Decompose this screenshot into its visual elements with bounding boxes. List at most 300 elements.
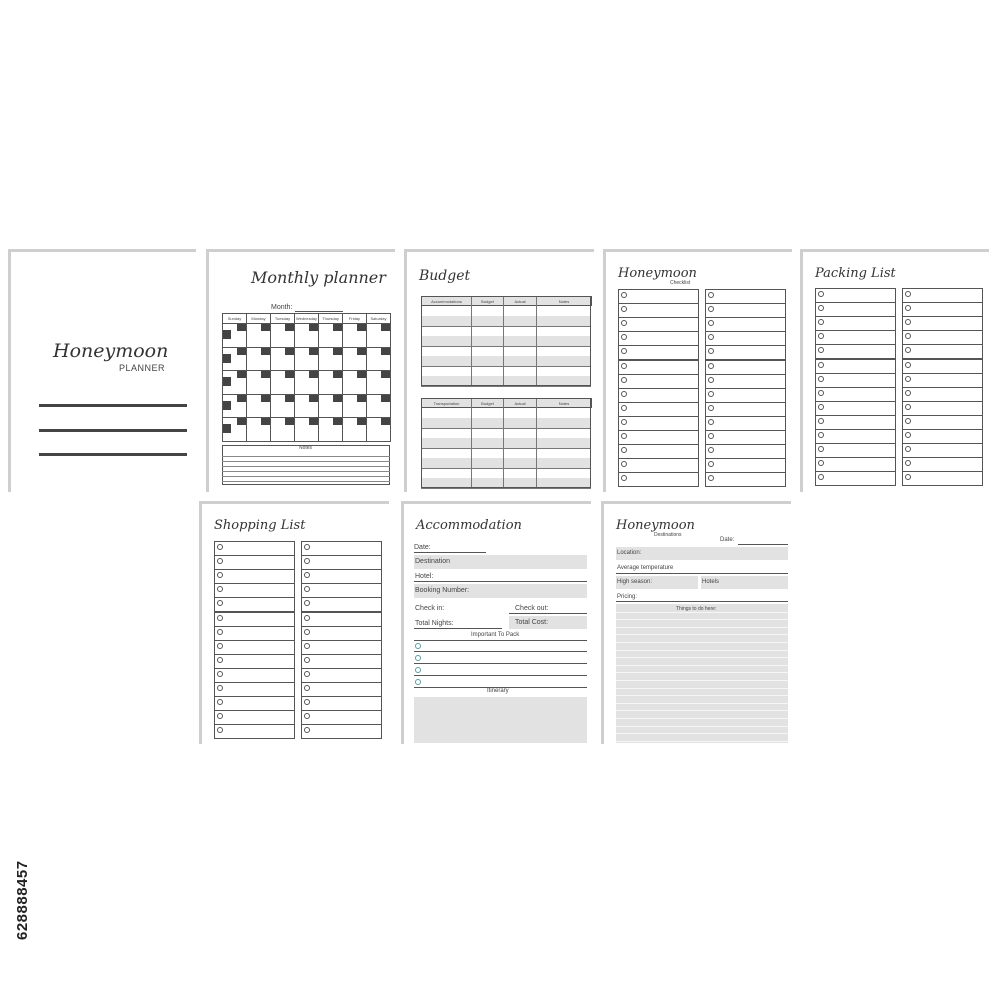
checkbox-circle <box>621 475 627 481</box>
accommodations-table <box>421 296 591 386</box>
notes-label: Notes <box>299 445 313 451</box>
checkbox-circle <box>621 377 627 383</box>
checklist-item <box>815 288 896 303</box>
calendar-date-tab <box>261 348 270 355</box>
checkbox-circle <box>304 727 310 733</box>
acc-important-label: Important To Pack <box>471 632 520 638</box>
checkbox-circle <box>818 291 824 297</box>
acc-booking-label: Booking Number: <box>415 587 470 594</box>
notes-lines <box>222 445 390 485</box>
checklist-item <box>705 289 786 304</box>
budget-header-label: Notes <box>558 401 570 406</box>
checkbox-circle <box>905 390 911 396</box>
acc-itinerary-label: Itinerary <box>487 688 509 694</box>
checklist-item <box>815 316 896 331</box>
checkbox-circle <box>217 615 223 621</box>
checklist-item <box>902 387 983 402</box>
checklist-item <box>301 583 382 598</box>
checklist-item <box>301 640 382 655</box>
checklist-item <box>301 724 382 739</box>
todo-line <box>616 688 788 689</box>
checklist-item <box>705 388 786 403</box>
pack-circle <box>415 667 421 673</box>
todo-line <box>616 741 788 742</box>
checklist-item <box>301 626 382 641</box>
acc-cost-label: Total Cost: <box>515 619 549 626</box>
checkbox-circle <box>621 334 627 340</box>
calendar-day-cell <box>222 394 247 419</box>
dest-location-label: Location: <box>617 550 642 556</box>
checkbox-circle <box>217 727 223 733</box>
checklist-item <box>902 443 983 458</box>
calendar-date-tab <box>285 395 294 402</box>
dest-highseason-label: High season: <box>617 579 653 585</box>
acc-date-label: Date: <box>414 544 431 551</box>
month-line <box>295 311 343 312</box>
calendar-date-tab <box>285 418 294 425</box>
destinations-title: Honeymoon <box>616 518 695 533</box>
calendar-day-cell <box>270 370 295 395</box>
calendar-date-tab <box>357 371 366 378</box>
calendar-day-cell <box>318 370 343 395</box>
budget-table-border <box>421 296 591 386</box>
checklist-item <box>301 710 382 725</box>
checklist-item <box>618 444 699 459</box>
checkbox-circle <box>217 586 223 592</box>
checkbox-circle <box>621 292 627 298</box>
acc-destination-label: Destination <box>415 558 451 565</box>
checklist-item <box>705 345 786 360</box>
pack-line <box>414 675 587 676</box>
dest-todo-box <box>616 604 788 743</box>
acc-nights-label: Total Nights: <box>415 620 454 627</box>
calendar-day-name: Thursday <box>322 316 339 321</box>
calendar-day-cell <box>270 417 295 442</box>
checklist-item <box>705 402 786 417</box>
checklist-title: Honeymoon <box>618 266 697 281</box>
checklist-item <box>618 317 699 332</box>
checklist-item <box>815 429 896 444</box>
checkbox-circle <box>905 418 911 424</box>
calendar-week-marker <box>223 424 231 433</box>
cover-title: Honeymoon <box>53 340 169 362</box>
checkbox-circle <box>905 404 911 410</box>
checklist-item <box>301 682 382 697</box>
checkbox-circle <box>304 586 310 592</box>
checklist-item <box>214 696 295 711</box>
checkbox-circle <box>818 404 824 410</box>
budget-header-label: Budget <box>481 401 494 406</box>
checkbox-circle <box>304 685 310 691</box>
checklist-item <box>705 360 786 375</box>
checkbox-circle <box>905 474 911 480</box>
checkbox-circle <box>304 572 310 578</box>
acc-itinerary-box <box>414 697 587 743</box>
cover-line-1 <box>39 404 187 407</box>
checklist-item <box>902 415 983 430</box>
dest-avgtemp-label: Average temperature <box>617 565 674 571</box>
checkbox-circle <box>217 643 223 649</box>
checklist-item <box>902 457 983 472</box>
checkbox-circle <box>217 713 223 719</box>
pack-line <box>414 640 587 641</box>
checkbox-circle <box>304 699 310 705</box>
todo-line <box>616 634 788 635</box>
checkbox-circle <box>708 475 714 481</box>
checklist-item <box>705 303 786 318</box>
checklist-item <box>301 555 382 570</box>
calendar-day-name: Sunday <box>227 316 242 321</box>
calendar-day-cell <box>270 394 295 419</box>
checklist-item <box>815 387 896 402</box>
notes-line <box>222 476 390 477</box>
checkbox-circle <box>708 461 714 467</box>
checklist-item <box>815 401 896 416</box>
checklist-item <box>705 430 786 445</box>
checklist-item <box>618 388 699 403</box>
checkbox-circle <box>217 657 223 663</box>
checklist-item <box>902 330 983 345</box>
calendar-day-name: Monday <box>251 316 266 321</box>
checkbox-circle <box>905 347 911 353</box>
calendar-date-tab <box>237 395 246 402</box>
calendar-day-cell <box>246 370 271 395</box>
todo-line <box>616 650 788 651</box>
checklist-item <box>301 612 382 627</box>
checklist-item <box>902 344 983 359</box>
pack-circle <box>415 679 421 685</box>
packing-list-page <box>800 249 989 492</box>
acc-nights-line <box>414 628 502 629</box>
checklist-item <box>705 374 786 389</box>
checkbox-circle <box>304 713 310 719</box>
checkbox-circle <box>217 685 223 691</box>
calendar-day-cell <box>294 417 319 442</box>
checkbox-circle <box>217 558 223 564</box>
checklist-item <box>618 345 699 360</box>
checkbox-circle <box>708 320 714 326</box>
acc-date-line <box>414 552 486 553</box>
todo-line <box>616 672 788 673</box>
checklist-page <box>603 249 792 492</box>
checklist-item <box>618 374 699 389</box>
budget-header-label: Actual <box>514 401 526 406</box>
calendar-day-cell <box>222 347 247 372</box>
calendar-date-tab <box>309 418 318 425</box>
calendar-week-marker <box>223 354 231 363</box>
dest-hotels-label: Hotels <box>702 579 720 585</box>
checkbox-circle <box>708 447 714 453</box>
checkbox-circle <box>818 390 824 396</box>
checklist-item <box>214 626 295 641</box>
checkbox-circle <box>621 306 627 312</box>
checkbox-circle <box>905 333 911 339</box>
calendar-day-cell <box>342 347 367 372</box>
calendar-day-cell <box>270 323 295 348</box>
calendar-date-tab <box>237 324 246 331</box>
calendar-date-tab <box>309 324 318 331</box>
checklist-item <box>618 331 699 346</box>
checkbox-circle <box>905 291 911 297</box>
checklist-item <box>705 472 786 487</box>
checkbox-circle <box>304 544 310 550</box>
checklist-item <box>214 724 295 739</box>
calendar-day-cell <box>366 347 391 372</box>
dest-pricing-label: Pricing: <box>617 594 638 600</box>
checkbox-circle <box>905 460 911 466</box>
checklist-item <box>815 330 896 345</box>
checklist-item <box>214 640 295 655</box>
pack-line <box>414 651 587 652</box>
checkbox-circle <box>621 419 627 425</box>
checklist-item <box>214 682 295 697</box>
calendar-date-tab <box>381 324 390 331</box>
dest-todo-label: Things to do here: <box>676 606 717 612</box>
calendar-day-cell <box>342 323 367 348</box>
checkbox-circle <box>304 615 310 621</box>
checkbox-circle <box>708 334 714 340</box>
checklist-item <box>301 541 382 556</box>
checkbox-circle <box>818 347 824 353</box>
checklist-item <box>618 289 699 304</box>
calendar-day-cell <box>222 323 247 348</box>
checkbox-circle <box>818 460 824 466</box>
checklist-subtitle: Checklist <box>670 280 691 286</box>
calendar-day-cell <box>222 370 247 395</box>
todo-line <box>616 710 788 711</box>
checkbox-circle <box>905 432 911 438</box>
checklist-item <box>815 471 896 486</box>
destinations-subtitle: Destinations <box>654 532 682 538</box>
cover-subtitle: PLANNER <box>119 363 166 373</box>
calendar-day-cell <box>294 323 319 348</box>
checkbox-circle <box>818 474 824 480</box>
calendar-date-tab <box>333 371 342 378</box>
checkbox-circle <box>905 376 911 382</box>
acc-checkout-line <box>509 613 587 614</box>
dest-pricing-line <box>616 601 788 602</box>
checkbox-circle <box>818 362 824 368</box>
packing-rows <box>815 288 987 490</box>
stock-id-text: 628888457 <box>14 860 31 940</box>
calendar-day-cell <box>342 370 367 395</box>
acc-checkout-label: Check out: <box>515 605 549 612</box>
checkbox-circle <box>621 348 627 354</box>
checklist-item <box>301 597 382 612</box>
calendar-day-cell <box>318 347 343 372</box>
checkbox-circle <box>708 292 714 298</box>
calendar-date-tab <box>261 324 270 331</box>
checklist-item <box>902 429 983 444</box>
checkbox-circle <box>905 319 911 325</box>
checklist-item <box>815 415 896 430</box>
checkbox-circle <box>304 629 310 635</box>
checklist-item <box>214 569 295 584</box>
checkbox-circle <box>304 558 310 564</box>
checklist-item <box>618 402 699 417</box>
transportation-table <box>421 398 591 488</box>
calendar-day-cell <box>246 417 271 442</box>
calendar-day-cell <box>366 394 391 419</box>
dest-date-label: Date: <box>720 537 735 543</box>
checkbox-circle <box>905 446 911 452</box>
checkbox-circle <box>217 699 223 705</box>
checklist-item <box>618 472 699 487</box>
todo-line <box>616 695 788 696</box>
checklist-item <box>214 541 295 556</box>
checklist-item <box>815 359 896 374</box>
monthly-title: Monthly planner <box>251 268 386 287</box>
calendar-day-cell <box>246 394 271 419</box>
calendar-date-tab <box>261 418 270 425</box>
calendar-date-tab <box>381 395 390 402</box>
checklist-item <box>301 569 382 584</box>
checklist-item <box>301 668 382 683</box>
checkbox-circle <box>621 433 627 439</box>
calendar-day-cell <box>294 347 319 372</box>
checkbox-circle <box>217 600 223 606</box>
checklist-item <box>815 443 896 458</box>
pack-line <box>414 663 587 664</box>
todo-line <box>616 726 788 727</box>
checkbox-circle <box>621 461 627 467</box>
checkbox-circle <box>818 319 824 325</box>
cover-page <box>8 249 196 492</box>
budget-header-label: Notes <box>558 299 570 304</box>
calendar-date-tab <box>237 418 246 425</box>
checkbox-circle <box>217 572 223 578</box>
checklist-item <box>214 597 295 612</box>
calendar-date-tab <box>381 371 390 378</box>
checkbox-circle <box>708 348 714 354</box>
acc-hotel-line <box>414 581 587 582</box>
checklist-item <box>902 401 983 416</box>
checkbox-circle <box>304 600 310 606</box>
calendar-date-tab <box>237 371 246 378</box>
calendar-date-tab <box>309 348 318 355</box>
checklist-item <box>902 471 983 486</box>
cover-line-2 <box>39 429 187 432</box>
todo-line <box>616 619 788 620</box>
stock-id <box>12 760 34 940</box>
calendar-date-tab <box>309 371 318 378</box>
checklist-item <box>214 583 295 598</box>
checkbox-circle <box>708 405 714 411</box>
checklist-item <box>618 303 699 318</box>
checkbox-circle <box>621 363 627 369</box>
pack-circle <box>415 655 421 661</box>
calendar-day-cell <box>342 417 367 442</box>
shopping-title: Shopping List <box>214 518 306 533</box>
todo-line <box>616 718 788 719</box>
calendar-date-tab <box>357 348 366 355</box>
notes-line <box>222 471 390 472</box>
checklist-item <box>705 331 786 346</box>
checkbox-circle <box>708 391 714 397</box>
checkbox-circle <box>621 447 627 453</box>
shopping-rows <box>214 541 386 743</box>
checkbox-circle <box>708 433 714 439</box>
dest-avgtemp-line <box>616 573 788 574</box>
checklist-item <box>618 430 699 445</box>
notes-box <box>222 445 390 485</box>
todo-line <box>616 627 788 628</box>
acc-checkin-label: Check in: <box>415 605 445 612</box>
budget-title: Budget <box>419 268 471 284</box>
checkbox-circle <box>621 320 627 326</box>
calendar-day-name: Friday <box>348 316 361 321</box>
checkbox-circle <box>818 446 824 452</box>
budget-header-label: Budget <box>481 299 494 304</box>
calendar-week-marker <box>223 401 231 410</box>
calendar-day-name: Wednesday <box>295 316 318 321</box>
calendar-day-cell <box>318 323 343 348</box>
cover-line-3 <box>39 453 187 456</box>
calendar-day-cell <box>366 417 391 442</box>
monthly-planner-page <box>206 249 395 492</box>
calendar-day-cell <box>318 417 343 442</box>
calendar-grid <box>222 313 390 441</box>
calendar-date-tab <box>285 371 294 378</box>
calendar-day-cell <box>270 347 295 372</box>
checklist-item <box>705 444 786 459</box>
checkbox-circle <box>905 305 911 311</box>
checkbox-circle <box>818 376 824 382</box>
checklist-item <box>618 458 699 473</box>
checklist-item <box>214 612 295 627</box>
calendar-week-marker <box>223 377 231 386</box>
todo-line <box>616 642 788 643</box>
calendar-date-tab <box>261 395 270 402</box>
checkbox-circle <box>304 671 310 677</box>
checklist-item <box>815 344 896 359</box>
checkbox-circle <box>708 419 714 425</box>
checklist-item <box>214 668 295 683</box>
calendar-day-cell <box>342 394 367 419</box>
checklist-item <box>902 302 983 317</box>
budget-header-label: Transportation <box>433 401 460 406</box>
notes-line <box>222 466 390 467</box>
calendar-day-cell <box>222 417 247 442</box>
checkbox-circle <box>621 391 627 397</box>
calendar-date-tab <box>357 418 366 425</box>
calendar-day-cell <box>294 394 319 419</box>
calendar-date-tab <box>333 348 342 355</box>
checklist-item <box>705 317 786 332</box>
todo-line <box>616 665 788 666</box>
calendar-date-tab <box>309 395 318 402</box>
acc-hotel-label: Hotel: <box>415 573 434 580</box>
checkbox-circle <box>304 643 310 649</box>
calendar-day-cell <box>246 347 271 372</box>
packing-title: Packing List <box>815 266 896 281</box>
calendar-day-cell <box>366 323 391 348</box>
checkbox-circle <box>818 418 824 424</box>
checklist-item <box>705 458 786 473</box>
todo-line <box>616 680 788 681</box>
budget-header-label: Actual <box>514 299 526 304</box>
checklist-item <box>902 288 983 303</box>
checkbox-circle <box>818 432 824 438</box>
checkbox-circle <box>217 671 223 677</box>
calendar-date-tab <box>237 348 246 355</box>
checkbox-circle <box>621 405 627 411</box>
calendar-date-tab <box>357 395 366 402</box>
checkbox-circle <box>905 362 911 368</box>
acc-important-rows <box>414 640 587 690</box>
month-label: Month: <box>271 304 293 311</box>
checklist-item <box>902 359 983 374</box>
